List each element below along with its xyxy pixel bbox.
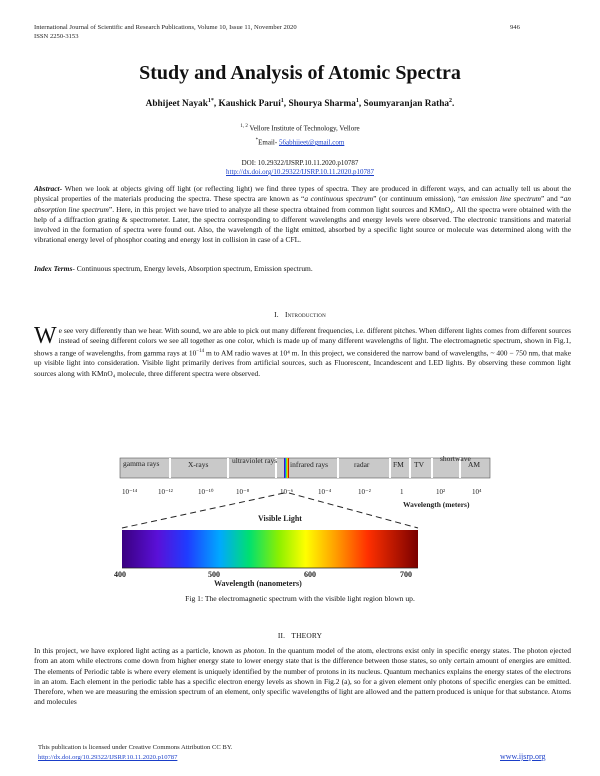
visible-light-label: Visible Light <box>258 514 302 523</box>
author-list: Abhijeet Nayak$^{1*}$, Kaushick Parui$^1$, Shourya Sharma$^1$, Soumyaranjan Ratha$^2$. <box>145 98 455 110</box>
figure-caption: Fig 1: The electromagnetic spectrum with the visible light region blown up. <box>185 594 415 603</box>
bottom-axis-label: Wavelength (nanometers) <box>214 579 302 588</box>
footer-doi <box>38 754 177 761</box>
band-shortwave: shortwave <box>440 454 471 463</box>
visible-marker <box>284 458 289 478</box>
site-link[interactable]: www.ijsrp.org <box>500 752 546 761</box>
top-tick-label: 10⁴ <box>472 488 482 496</box>
doi-text: DOI: 10.29322/IJSRP.10.11.2020.p10787 <box>241 159 359 167</box>
index-terms: Index Terms- Continuous spectrum, Energy levels, Absorption spectrum, Emission spectrum. <box>34 264 313 273</box>
top-tick-labels <box>122 488 482 496</box>
top-tick-label: 10⁻² <box>358 488 371 496</box>
band-fm: FM <box>393 460 404 469</box>
email-link[interactable]: 56abhijeet@gmail.com <box>278 138 345 147</box>
journal-header: International Journal of Scientific and Research Publications, Volume 10, Issue 11, November 2020 <box>34 24 297 31</box>
doi-link-line <box>0 168 600 176</box>
drop-cap: W <box>34 323 57 349</box>
abstract: Abstract- When we look at objects giving off light (or reflecting light) we find three types of spectra. They are produced in different ways, and can actually tell us about the physical properties of the materials producing the spectra. These spectra are known as “a continuous spectrum” (or continuum emission), “an emission line spectrum” and “an absorption line spectrum”. Here, in this project we have tried to analyze all these spectra obtained from common light sources and KMnO₄. All the spectra were obtained with the help of a diffraction grating & spectrometer. Later, the spectra corresponding to different wavelengths and energy levels were observed. The electronic transitions and material involved in the formation of spectra were found out. Also, the wavelength of the light emitted, absorbed by a specific light source or molecule was determined along with the vibrational energy level of phosphor coating and energy lost in collision in case of a CFL. <box>34 184 572 245</box>
band-am: AM <box>468 460 481 469</box>
issn-label: ISSN 2250-3153 <box>34 33 79 40</box>
top-tick-label: 10² <box>436 488 446 496</box>
footer-doi-link[interactable]: http://dx.doi.org/10.29322/IJSRP.10.11.2020.p10787 <box>38 754 178 761</box>
license-note: This publication is licensed under Creative Commons Attribution CC BY. <box>38 744 233 751</box>
bottom-tick-labels <box>114 570 412 579</box>
top-tick-label: 10⁻¹⁰ <box>198 488 214 496</box>
introduction-paragraph: We see very differently than we hear. With sound, we are able to pick out many different frequencies, i.e. different pitches. When different lights comes from different sources instead of seeing different colors we see all together as one color, which is made up of many different wavelengths of light. The electromagnetic spectrum, shown in Fig.1, shows a range of wavelengths, from gamma rays at $10^{-14}$ m to AM radio waves at 10⁴ m. In this project, we considered the narrow band of wavelengths, ~ 400 − 750 nm, that make up visible light into consideration. Visible light primarily derives from artificial sources, such as Fluorescent, Incandescent and LED lights. By observing these common light sources along with KMnO₄ molecule, three different spectra were observed. <box>34 323 571 378</box>
band-uv: ultraviolet rays <box>232 456 278 465</box>
bottom-tick-label: 400 <box>114 570 126 579</box>
footer-site <box>500 752 546 761</box>
visible-spectrum-band <box>122 530 418 568</box>
em-spectrum-figure <box>114 450 498 588</box>
paper-title: Study and Analysis of Atomic Spectra <box>139 62 461 84</box>
band-radar: radar <box>354 460 370 469</box>
band-xrays: X-rays <box>188 460 209 469</box>
top-tick-label: 10⁻⁴ <box>318 488 332 496</box>
top-tick-label: 10⁻⁸ <box>236 488 250 496</box>
page-number: 946 <box>510 24 520 31</box>
section-heading-introduction: I. Introduction <box>274 310 326 319</box>
bottom-tick-label: 500 <box>208 570 220 579</box>
section-heading-theory: II. THEORY <box>277 631 323 640</box>
bottom-tick-label: 600 <box>304 570 316 579</box>
top-tick-label: 10⁻¹² <box>158 488 173 496</box>
top-axis-label: Wavelength (meters) <box>403 500 470 509</box>
email-line: *Email- 56abhijeet@gmail.com <box>255 138 345 147</box>
top-tick-label: 1 <box>400 488 404 496</box>
band-gamma: gamma rays <box>123 459 160 468</box>
band-infrared: infrared rays <box>290 460 329 469</box>
expand-line-right <box>289 493 418 528</box>
bottom-tick-label: 700 <box>400 570 412 579</box>
theory-paragraph: In this project, we have explored light acting as a particle, known as photon. In the quantum model of the atom, electrons exist only in specific energy states. The photon ejected from an atom while electrons come down from higher energy state to lower energy state that is the difference between those states, so only certain amount of energies are emitted. The elements of Periodic table is where every element is uniquely identified by the number of protons in its nucleus. Quantum mechanics explains the energy states of the electrons in an atom. Each element in the periodic table has a specific electron energy levels as shown in Fig.2 (a), so for a given element only photons of specific energies can be emitted. Therefore, when we are measuring the emission spectrum of an element, only specific wavelengths of light are allowed and the pattern produced is unique for that substance. Atoms and molecules <box>34 646 571 707</box>
doi-link[interactable]: http://dx.doi.org/10.29322/IJSRP.10.11.2020.p10787 <box>226 168 374 176</box>
top-tick-label: 10⁻⁶ <box>280 488 294 496</box>
affiliation: $^{1, 2}$ Vellore Institute of Technology, Vellore <box>240 124 360 133</box>
top-tick-label: 10⁻¹⁴ <box>122 488 138 496</box>
band-tv: TV <box>414 460 424 469</box>
